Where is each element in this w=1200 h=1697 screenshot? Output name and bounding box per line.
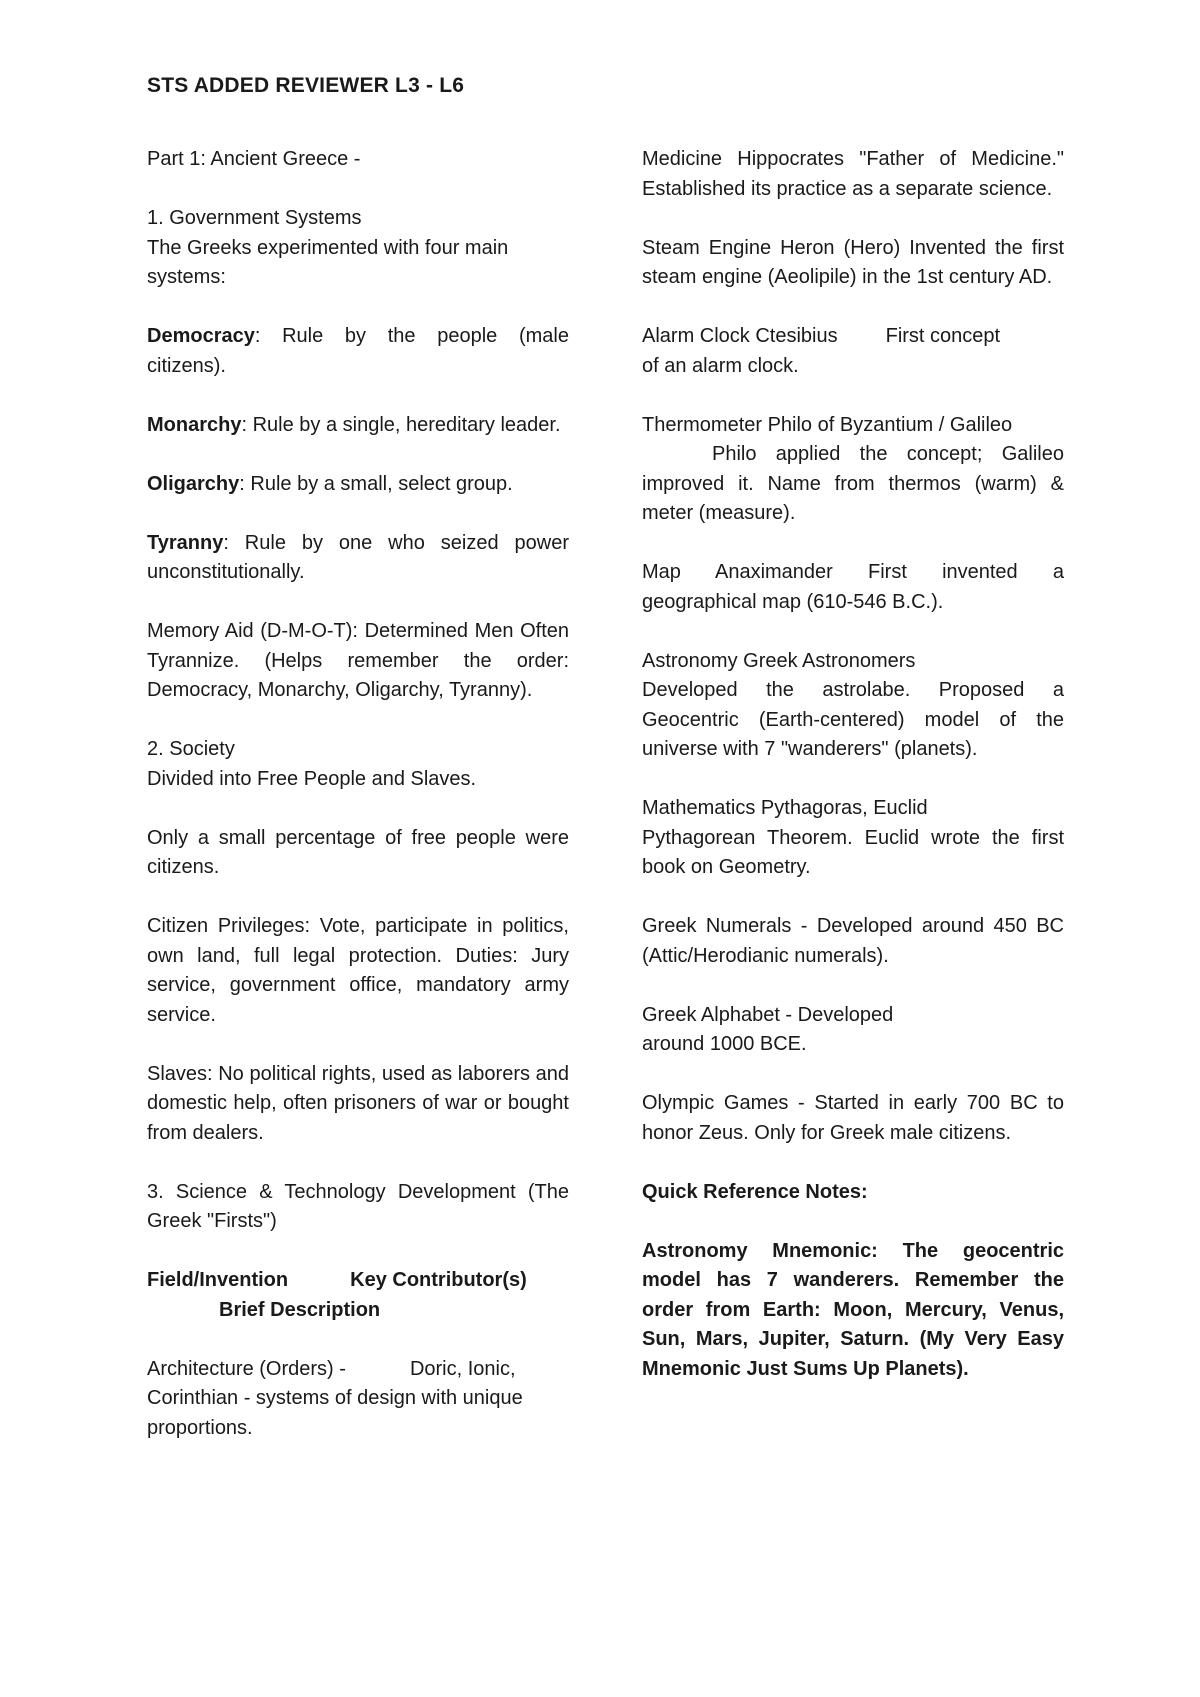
gov-item-democracy <box>147 322 569 381</box>
science-heading: 3. Science & Technology Development (The Greek "Firsts") <box>147 1180 569 1232</box>
society-citizens: Only a small percentage of free people were citizens. <box>147 826 569 878</box>
thermo-field: Thermometer Philo of Byzantium / Galileo <box>642 413 1013 436</box>
gov-term: Democracy <box>147 325 255 347</box>
quick-reference-heading: Quick Reference Notes: <box>642 1180 868 1203</box>
gov-def: : Rule by a single, hereditary leader. <box>241 413 561 436</box>
gov-heading: 1. Government Systems <box>147 207 362 229</box>
alphabet-desc: around 1000 BCE. <box>642 1033 807 1055</box>
architecture-field: Architecture (Orders) - <box>147 1357 346 1380</box>
th-description: Brief Description <box>219 1298 381 1321</box>
alarm-field: Alarm Clock Ctesibius <box>642 325 838 347</box>
math-desc: Pythagorean Theorem. Euclid wrote the first book on Geometry. <box>642 826 1064 878</box>
left-column <box>147 145 569 1473</box>
astronomy-mnemonic: Astronomy Mnemonic: The geocentric model has 7 wanderers. Remember the order from Earth: Moon, Mercury, Venus, Sun, Mars, Jupiter, Saturn. (My Very Easy Mnemonic Just Sums Up Planets). <box>642 1239 1064 1380</box>
alarm-clock-row <box>642 322 1064 381</box>
gov-item-tyranny <box>147 529 569 588</box>
gov-term: Oligarchy <box>147 472 240 495</box>
numerals-row: Greek Numerals - Developed around 450 BC (Attic/Herodianic numerals). <box>642 915 1064 967</box>
medicine-row: Medicine Hippocrates "Father of Medicine." Established its practice as a separate science. <box>642 148 1064 200</box>
alphabet-field: Greek Alphabet - Developed <box>642 1003 894 1026</box>
astronomy-row <box>642 647 1064 765</box>
astro-field: Astronomy Greek Astronomers <box>642 649 916 672</box>
alphabet-row <box>642 1001 1064 1060</box>
mathematics-row <box>642 794 1064 883</box>
steam-engine-row: Steam Engine Heron (Hero) Invented the first steam engine (Aeolipile) in the 1st century AD. <box>642 236 1064 288</box>
gov-section <box>147 204 569 293</box>
thermometer-row <box>642 411 1064 529</box>
th-field: Field/Invention <box>147 1269 289 1291</box>
gov-item-monarchy <box>147 411 569 441</box>
right-column <box>642 145 1064 1414</box>
citizen-privileges: Citizen Privileges: Vote, participate in politics, own land, full legal protection. Duties: Jury service, government office, mandatory army service. <box>147 915 569 1026</box>
society-heading: 2. Society <box>147 738 235 760</box>
architecture-row <box>147 1355 569 1444</box>
gov-term: Monarchy <box>147 413 242 436</box>
society-line: Divided into Free People and Slaves. <box>147 767 477 790</box>
part-heading: Part 1: Ancient Greece - <box>147 148 361 170</box>
gov-def: : Rule by the people (male citizens). <box>147 325 569 377</box>
th-contributor: Key Contributor(s) <box>350 1269 527 1291</box>
gov-def: : Rule by one who seized power unconstitutionally. <box>147 531 569 583</box>
map-row: Map Anaximander First invented a geographical map (610-546 B.C.). <box>642 561 1064 613</box>
math-field: Mathematics Pythagoras, Euclid <box>642 797 928 819</box>
astro-desc: Developed the astrolabe. Proposed a Geocentric (Earth-centered) model of the universe with 7 "wanderers" (planets). <box>642 679 1064 760</box>
society-section <box>147 735 569 794</box>
gov-intro: The Greeks experimented with four main systems: <box>147 236 509 288</box>
gov-term: Tyranny <box>147 531 224 554</box>
thermo-desc: Philo applied the concept; Galileo improved it. Name from thermos (warm) & meter (measure). <box>642 443 1064 524</box>
gov-item-oligarchy <box>147 470 569 500</box>
page-title: STS ADDED REVIEWER L3 - L6 <box>147 74 465 97</box>
alarm-desc-1: First concept <box>885 325 1001 347</box>
table-header <box>147 1266 569 1325</box>
memory-aid: Memory Aid (D-M-O-T): Determined Men Often Tyrannize. (Helps remember the order: Democracy, Monarchy, Oligarchy, Tyranny). <box>147 620 569 701</box>
alarm-desc-2: of an alarm clock. <box>642 354 799 377</box>
olympic-row: Olympic Games - Started in early 700 BC to honor Zeus. Only for Greek male citizens. <box>642 1092 1064 1144</box>
slaves-description: Slaves: No political rights, used as laborers and domestic help, often prisoners of war or bought from dealers. <box>147 1062 569 1144</box>
architecture-desc: Doric, Ionic, Corinthian - systems of design with unique proportions. <box>147 1357 523 1439</box>
gov-def: : Rule by a small, select group. <box>239 472 513 495</box>
